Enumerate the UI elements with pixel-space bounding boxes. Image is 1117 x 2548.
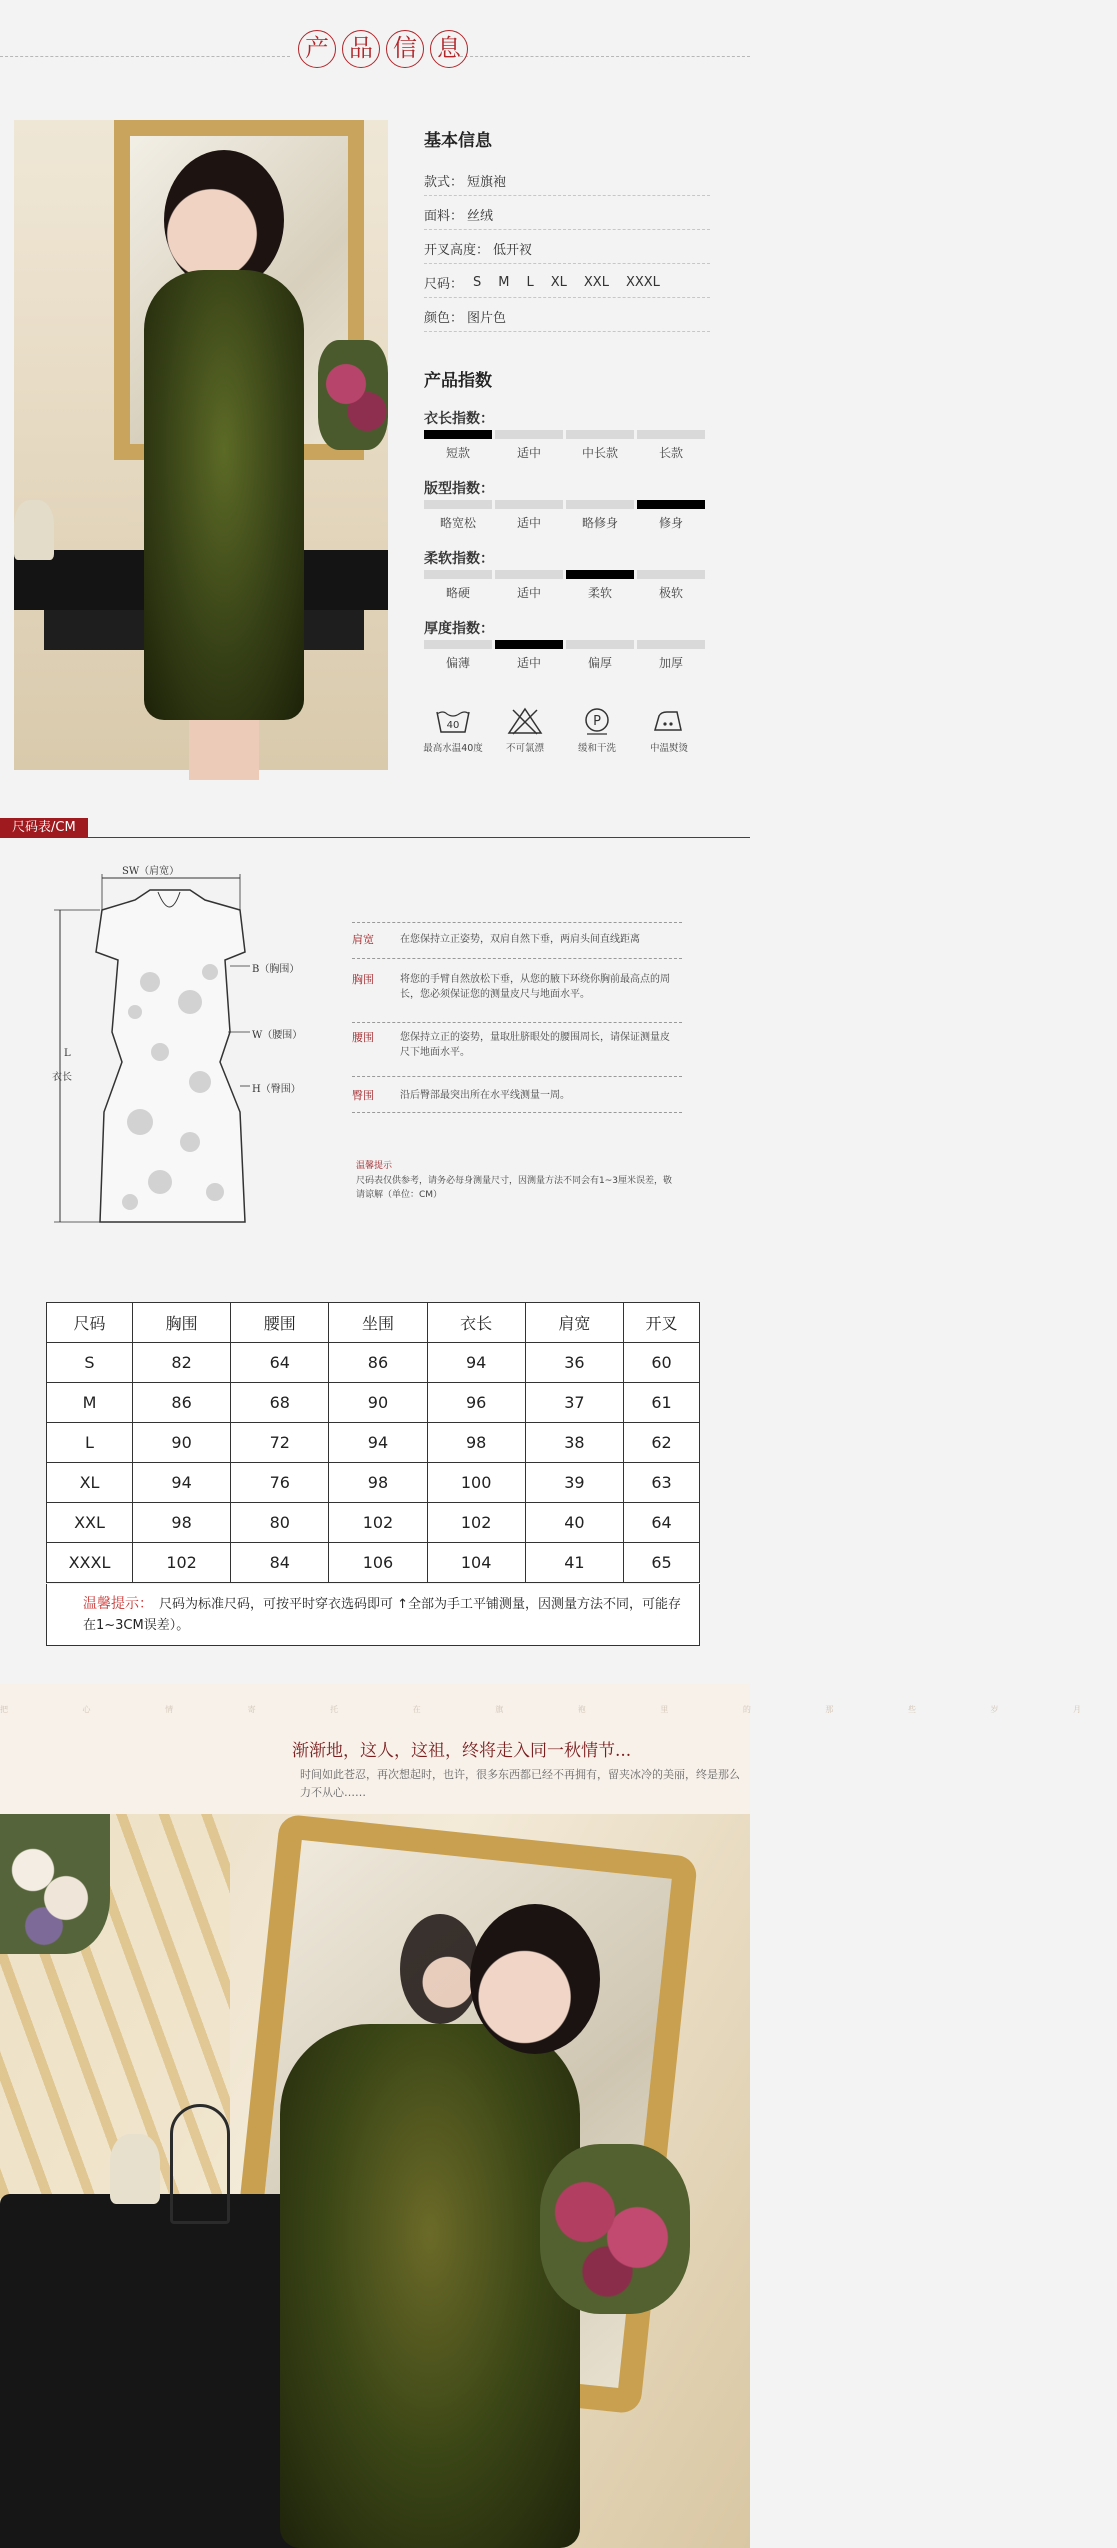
measurement-diagram (40, 862, 320, 1252)
white-flowers (0, 1814, 110, 1954)
table-cell: 80 (231, 1503, 329, 1543)
measure-desc-hip (352, 1088, 678, 1103)
index-option: 柔软 (587, 586, 612, 600)
model-legs (189, 720, 259, 780)
size-option: XXXL (625, 275, 660, 290)
size-chart-tag: 尺码表/CM (0, 818, 88, 838)
size-option: S (473, 275, 482, 290)
mood-banner (0, 1684, 1117, 1814)
table-cell: 39 (525, 1463, 623, 1503)
index-label-fit: 版型指数： (424, 481, 494, 497)
index-segment (495, 640, 563, 649)
table-cell: 94 (427, 1343, 525, 1383)
index-option: 长款 (658, 446, 683, 460)
index-segment (495, 430, 563, 439)
diagram-label-shoulder: SW（肩宽） (122, 866, 180, 877)
product-photo-main (14, 120, 388, 770)
size-table-note (46, 1584, 700, 1646)
table-cell: 64 (231, 1343, 329, 1383)
desc-divider (352, 1022, 682, 1023)
diagram-label-length-cn: 衣长 (52, 1072, 72, 1083)
index-option: 极软 (658, 586, 683, 600)
index-options-fit (424, 514, 705, 531)
header-divider-left (0, 56, 290, 57)
index-segment (637, 640, 705, 649)
table-row (47, 1423, 700, 1463)
size-table (46, 1302, 700, 1583)
table-cell: 106 (329, 1543, 427, 1583)
table-cell: 86 (329, 1343, 427, 1383)
table-header: 胸围 (133, 1303, 231, 1343)
size-tips-title: 温馨提示 (356, 1161, 393, 1171)
table-cell: 90 (133, 1423, 231, 1463)
product-photo-lifestyle (0, 1814, 750, 2548)
banner-title: 渐渐地，这人，这祖，终将走入同一秋情节... (292, 1741, 632, 1761)
candelabra (170, 2104, 230, 2224)
table-cell: 104 (427, 1543, 525, 1583)
index-segment (424, 570, 492, 579)
info-label: 颜色： (424, 311, 464, 326)
index-segment (424, 500, 492, 509)
index-option: 略硬 (445, 586, 470, 600)
table-header: 尺码 (47, 1303, 133, 1343)
flower-arrangement (318, 340, 388, 450)
index-segment (637, 500, 705, 509)
index-bar-thickness (424, 640, 705, 649)
size-option: M (498, 275, 510, 290)
wash-temp-label: 40 (446, 720, 460, 731)
table-cell: 37 (525, 1383, 623, 1423)
index-bar-fit (424, 500, 705, 509)
table-cell: 102 (329, 1503, 427, 1543)
title-char: 信 (386, 30, 424, 68)
dress-outline-illustration (40, 862, 320, 1252)
measure-text: 在您保持立正姿势，双肩自然下垂，两肩头间直线距离 (400, 934, 640, 945)
index-segment (566, 500, 634, 509)
model-dress (280, 2024, 580, 2548)
info-label: 尺码： (424, 277, 464, 292)
index-options-softness (424, 584, 705, 601)
table-cell: 84 (231, 1543, 329, 1583)
care-item (496, 704, 554, 754)
flower-arrangement (540, 2144, 690, 2314)
measure-text: 沿后臀部最突出所在水平线测量一周。 (400, 1090, 570, 1101)
table-cell: 102 (133, 1543, 231, 1583)
index-segment (566, 430, 634, 439)
index-option: 中长款 (581, 446, 618, 460)
table-cell: XXXL (47, 1543, 133, 1583)
info-value: 图片色 (467, 311, 507, 326)
table-cell: 64 (624, 1503, 700, 1543)
table-cell: 40 (525, 1503, 623, 1543)
index-option: 略宽松 (439, 516, 476, 530)
vase (14, 500, 54, 560)
index-options-length (424, 444, 705, 461)
index-option: 偏薄 (445, 656, 470, 670)
measure-key: 胸围 (352, 973, 374, 986)
size-tips-body: 尺码表仅供参考，请务必每身测量尺寸，因测量方法不同会有1~3厘米误差，敬请谅解（单位：CM） (356, 1176, 672, 1200)
table-cell: 72 (231, 1423, 329, 1463)
table-cell: 36 (525, 1343, 623, 1383)
table-cell: M (47, 1383, 133, 1423)
table-row (47, 1383, 700, 1423)
care-instructions (424, 704, 698, 754)
index-segment (495, 500, 563, 509)
page-title (298, 30, 468, 68)
model-head (470, 1904, 600, 2054)
no-bleach-icon (506, 704, 544, 738)
table-cell: S (47, 1343, 133, 1383)
svg-text:P: P (593, 714, 601, 729)
vase (110, 2134, 160, 2204)
product-index-title: 产品指数 (424, 371, 492, 391)
wash-40-icon (434, 704, 472, 738)
mirror-reflection (400, 1914, 480, 2024)
info-label: 开叉高度： (424, 243, 490, 258)
measure-text: 您保持立正的姿势，量取肚脐眼处的腰围周长，请保证测量皮尺下地面水平。 (400, 1032, 670, 1058)
index-option: 修身 (658, 516, 683, 530)
iron-medium-icon (650, 704, 688, 738)
diagram-label-length: L (64, 1048, 71, 1059)
table-cell: 60 (624, 1343, 700, 1383)
index-label-length: 衣长指数： (424, 411, 494, 427)
index-option: 加厚 (658, 656, 683, 670)
table-row (47, 1543, 700, 1583)
table-cell: 102 (427, 1503, 525, 1543)
index-option: 偏厚 (587, 656, 612, 670)
diagram-label-bust: B（胸围） (252, 964, 300, 975)
table-cell: 98 (427, 1423, 525, 1463)
table-header-row (47, 1303, 700, 1343)
table-cell: 62 (624, 1423, 700, 1463)
table-cell: 38 (525, 1423, 623, 1463)
care-item (568, 704, 626, 754)
measure-desc-shoulder (352, 932, 678, 947)
index-option: 短款 (445, 446, 470, 460)
index-segment (637, 570, 705, 579)
index-option: 适中 (516, 586, 541, 600)
table-cell: 98 (329, 1463, 427, 1503)
table-row (47, 1343, 700, 1383)
desc-divider (352, 958, 682, 959)
measure-key: 臀围 (352, 1089, 374, 1102)
index-segment (566, 640, 634, 649)
gentle-dryclean-icon (578, 704, 616, 738)
index-segment (495, 570, 563, 579)
table-header: 肩宽 (525, 1303, 623, 1343)
banner-decoration-text: 把 心 情 寄 托 在 旗 袍 里 的 那 些 岁 月 (0, 1705, 1117, 1714)
info-row-color (424, 302, 710, 332)
info-row-slit (424, 234, 710, 264)
measure-desc-waist (352, 1030, 678, 1060)
size-option: XXL (583, 275, 609, 290)
index-options-thickness (424, 654, 705, 671)
table-header: 坐围 (329, 1303, 427, 1343)
index-option: 适中 (516, 446, 541, 460)
care-item (424, 704, 482, 754)
size-option: XL (550, 275, 567, 290)
title-char: 产 (298, 30, 336, 68)
table-cell: 94 (133, 1463, 231, 1503)
table-header: 开叉 (624, 1303, 700, 1343)
model-dress (144, 270, 304, 720)
info-label: 款式： (424, 175, 464, 190)
index-label-softness: 柔软指数： (424, 551, 494, 567)
index-label-thickness: 厚度指数： (424, 621, 494, 637)
table-cell: 86 (133, 1383, 231, 1423)
warning-label: 温馨提示： (83, 1596, 153, 1612)
title-char: 息 (430, 30, 468, 68)
table-cell: 68 (231, 1383, 329, 1423)
table-row (47, 1503, 700, 1543)
banner-body: 时间如此苍忍，再次想起时，也许，很多东西都已经不再拥有，留夹冰冷的美丽，终是那么力不从心…… (300, 1768, 740, 1799)
table-cell: XXL (47, 1503, 133, 1543)
basic-info-title: 基本信息 (424, 131, 492, 151)
info-value: 短旗袍 (467, 175, 507, 190)
size-section-header (0, 818, 750, 838)
diagram-label-hip: H（臀围） (252, 1084, 301, 1095)
desc-divider (352, 922, 682, 923)
info-value: 低开衩 (493, 243, 533, 258)
table-cell: 61 (624, 1383, 700, 1423)
care-item (640, 704, 698, 754)
measure-key: 腰围 (352, 1031, 374, 1044)
table-cell: 100 (427, 1463, 525, 1503)
index-option: 略修身 (581, 516, 618, 530)
table-cell: 41 (525, 1543, 623, 1583)
header-divider-right (460, 56, 750, 57)
table-row (47, 1463, 700, 1503)
measure-text: 将您的手臂自然放松下垂，从您的腋下环绕你胸前最高点的周长，您必须保证您的测量皮尺与地面水平。 (400, 974, 670, 1000)
index-option: 适中 (516, 656, 541, 670)
table-cell: 76 (231, 1463, 329, 1503)
index-segment (424, 430, 492, 439)
table-cell: 96 (427, 1383, 525, 1423)
info-row-fabric (424, 200, 710, 230)
info-row-sizes (424, 268, 710, 298)
table-cell: L (47, 1423, 133, 1463)
table-header: 衣长 (427, 1303, 525, 1343)
table-cell: 94 (329, 1423, 427, 1463)
index-segment (566, 570, 634, 579)
desc-divider (352, 1112, 682, 1113)
model-head (164, 150, 284, 290)
desc-divider (352, 1076, 682, 1077)
care-text: 不可氯漂 (505, 743, 544, 754)
info-value: 丝绒 (467, 209, 494, 224)
index-bar-length (424, 430, 705, 439)
index-option: 适中 (516, 516, 541, 530)
title-char: 品 (342, 30, 380, 68)
size-option: L (526, 275, 534, 290)
table-cell: 65 (624, 1543, 700, 1583)
note-text: 尺码为标准尺码，可按平时穿衣选码即可 ↑全部为手工平铺测量，因测量方法不同，可能存在1~3CM误差）。 (83, 1597, 682, 1633)
measure-desc-bust (352, 972, 678, 1002)
size-section-divider (0, 837, 750, 838)
care-text: 最高水温40度 (423, 743, 483, 754)
table-cell: 98 (133, 1503, 231, 1543)
measure-key: 肩宽 (352, 933, 374, 946)
care-text: 中温熨烫 (649, 743, 688, 754)
table-header: 腰围 (231, 1303, 329, 1343)
info-label: 面料： (424, 209, 464, 224)
table-cell: 82 (133, 1343, 231, 1383)
table-cell: 90 (329, 1383, 427, 1423)
table-cell: 63 (624, 1463, 700, 1503)
index-bar-softness (424, 570, 705, 579)
info-row-style (424, 166, 710, 196)
diagram-label-waist: W（腰围） (252, 1030, 303, 1041)
index-segment (637, 430, 705, 439)
care-text: 缓和干洗 (577, 743, 616, 754)
index-segment (424, 640, 492, 649)
table-cell: XL (47, 1463, 133, 1503)
